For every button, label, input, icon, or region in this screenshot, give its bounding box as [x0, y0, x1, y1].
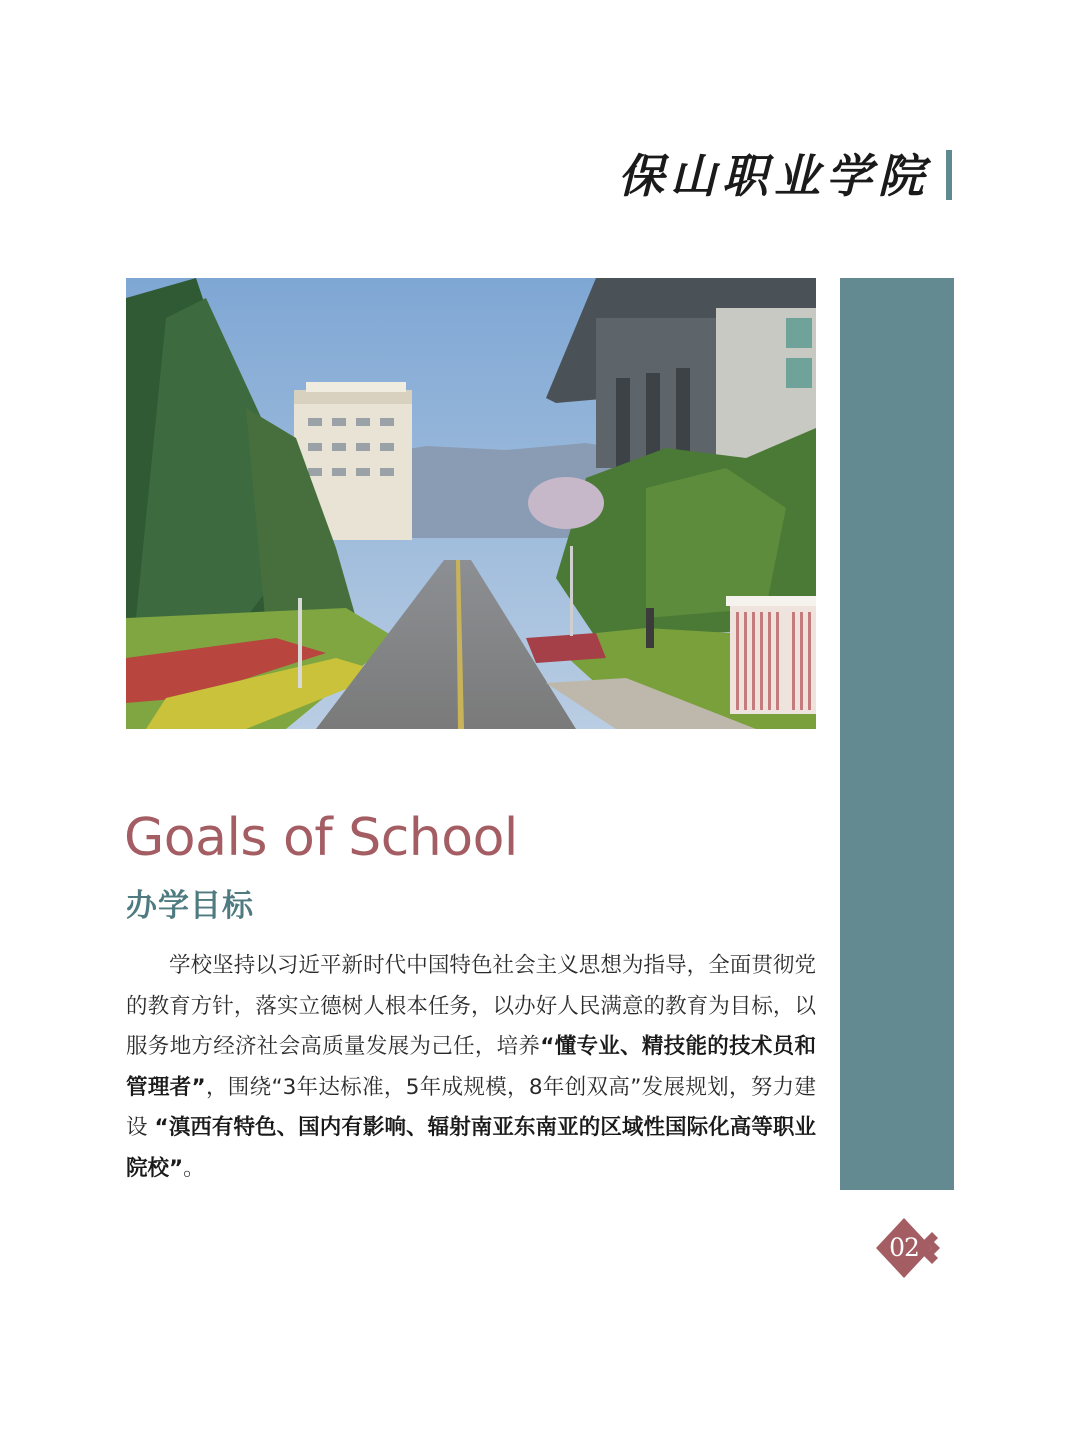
- body-paragraph: [126, 946, 816, 1189]
- body-bold-run: “懂专业、精技能的技术员和管理者”: [126, 1034, 816, 1100]
- body-bold-run: “滇西有特色、国内有影响、辐射南亚东南亚的区域性国际化高等职业院校”: [126, 1115, 816, 1181]
- section-title-chinese: 办学目标: [126, 888, 254, 924]
- side-accent-band: [840, 278, 954, 1190]
- body-text-run: 。: [183, 1155, 205, 1181]
- body-text-run: ，围绕“3年达标准，5年成规模，8年创双高”发展规划，努力建设: [126, 1074, 816, 1140]
- brand-accent-bar: [946, 150, 952, 200]
- page-number: 02: [889, 1233, 919, 1262]
- campus-photo: [126, 278, 816, 729]
- section-title-english: Goals of School: [124, 808, 518, 868]
- body-text-run: 学校坚持以习近平新时代中国特色社会主义思想为指导，全面贯彻党的教育方针，落实立德树人根本任务，以办好人民满意的教育为目标，以服务地方经济社会高质量发展为己任，培养: [126, 953, 816, 1059]
- brand-title: 保山职业学院: [618, 149, 930, 203]
